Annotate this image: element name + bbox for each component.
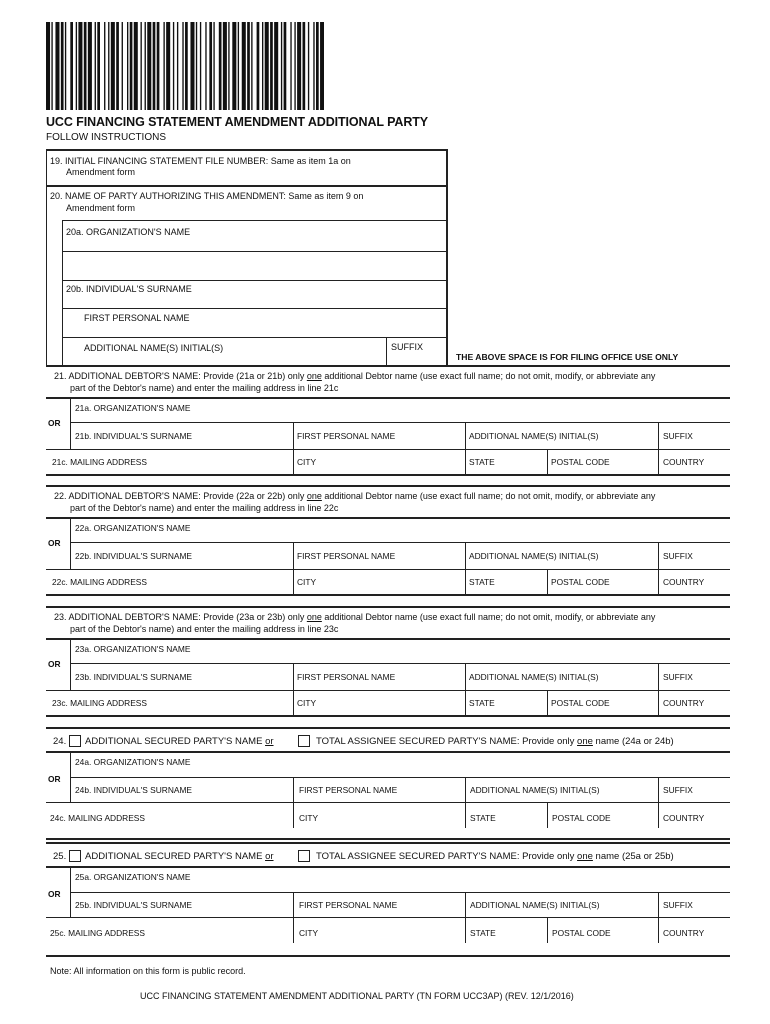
or-label-24: OR: [48, 774, 61, 784]
item-24-total-assignee-checkbox[interactable]: [298, 735, 310, 747]
item-24c-mailing-address-field[interactable]: [47, 822, 292, 828]
item-23a-label: 23a. ORGANIZATION'S NAME: [75, 644, 191, 654]
item-24-option-2-text: TOTAL ASSIGNEE SECURED PARTY'S NAME: Provide only: [316, 736, 578, 747]
country-field-24[interactable]: [659, 822, 729, 828]
item-21b-label: 21b. INDIVIDUAL'S SURNAME: [75, 431, 193, 441]
state-label-25: STATE: [470, 928, 496, 938]
item-23-text-cont: additional Debtor name (use exact full name; do not omit, modify, or abbreviate any: [321, 612, 656, 622]
postal-code-label-21: POSTAL CODE: [551, 457, 610, 467]
item-20a-organization-field[interactable]: [63, 238, 446, 251]
item-21c-label: 21c. MAILING ADDRESS: [52, 457, 147, 467]
item-24a-label: 24a. ORGANIZATION'S NAME: [75, 757, 191, 767]
item-22-text-cont: additional Debtor name (use exact full name; do not omit, modify, or abbreviate any: [321, 491, 656, 501]
item-21a-label: 21a. ORGANIZATION'S NAME: [75, 403, 191, 413]
item-25b-label: 25b. INDIVIDUAL'S SURNAME: [75, 900, 193, 910]
country-field-23[interactable]: [659, 708, 729, 715]
item-19-label-cont: Amendment form: [66, 167, 136, 177]
country-label-22: COUNTRY: [663, 577, 705, 587]
form-title: UCC FINANCING STATEMENT AMENDMENT ADDITIONAL PARTY: [46, 115, 429, 129]
item-25-or-word: or: [265, 851, 274, 862]
state-field-21[interactable]: [466, 467, 546, 474]
additional-names-label-22: ADDITIONAL NAME(S) INITIAL(S): [469, 551, 599, 561]
postal-code-field-23[interactable]: [548, 708, 657, 715]
item-20-label: 20. NAME OF PARTY AUTHORIZING THIS AMENDMENT: Same as item 9 on: [50, 191, 364, 201]
postal-code-label-25: POSTAL CODE: [552, 928, 611, 938]
item-21-text: 21. ADDITIONAL DEBTOR'S NAME: Provide (21a or 21b) only: [54, 371, 307, 381]
state-label-21: STATE: [469, 457, 495, 467]
item-22b-surname-field[interactable]: [71, 561, 292, 569]
item-23b-surname-field[interactable]: [71, 682, 292, 690]
item-21-instructions: [54, 371, 655, 381]
country-label-24: COUNTRY: [663, 813, 705, 823]
item-20-additional-names-field[interactable]: [63, 354, 385, 365]
item-25c-mailing-address-field[interactable]: [47, 937, 292, 943]
item-20b-label: 20b. INDIVIDUAL'S SURNAME: [66, 284, 192, 294]
item-24-option-1-label: [85, 737, 274, 747]
state-label-23: STATE: [469, 698, 495, 708]
or-label-25: OR: [48, 889, 61, 899]
item-21c-mailing-address-field[interactable]: [47, 467, 292, 474]
suffix-label-25: SUFFIX: [663, 900, 693, 910]
country-field-22[interactable]: [659, 587, 729, 594]
item-25c-label: 25c. MAILING ADDRESS: [50, 928, 145, 938]
first-name-field-24[interactable]: [294, 795, 464, 802]
country-label-21: COUNTRY: [663, 457, 705, 467]
item-22a-organization-field[interactable]: [71, 533, 729, 541]
first-name-field-23[interactable]: [294, 682, 464, 690]
first-name-field-21[interactable]: [294, 441, 464, 449]
first-name-field-25[interactable]: [294, 910, 464, 917]
first-name-label-21: FIRST PERSONAL NAME: [297, 431, 396, 441]
item-23-one-word: one: [306, 612, 322, 622]
item-23-instructions-cont: part of the Debtor's name) and enter the mailing address in line 23c: [70, 624, 339, 634]
additional-names-label-23: ADDITIONAL NAME(S) INITIAL(S): [469, 672, 599, 682]
additional-names-field-23[interactable]: [466, 682, 657, 690]
item-22c-label: 22c. MAILING ADDRESS: [52, 577, 147, 587]
additional-names-field-24[interactable]: [466, 795, 657, 802]
suffix-field-25[interactable]: [659, 910, 729, 917]
item-25-option-2-text: TOTAL ASSIGNEE SECURED PARTY'S NAME: Provide only: [316, 851, 578, 862]
item-23b-label: 23b. INDIVIDUAL'S SURNAME: [75, 672, 193, 682]
item-23-instructions: [54, 612, 655, 622]
additional-names-label-25: ADDITIONAL NAME(S) INITIAL(S): [470, 900, 600, 910]
postal-code-label-22: POSTAL CODE: [551, 577, 610, 587]
item-21-instructions-cont: part of the Debtor's name) and enter the mailing address in line 21c: [70, 383, 339, 393]
or-label-22: OR: [48, 538, 61, 548]
city-label-25: CITY: [299, 928, 319, 938]
item-24b-surname-field[interactable]: [71, 795, 292, 802]
item-20-additional-names-label: ADDITIONAL NAME(S) INITIAL(S): [84, 343, 224, 353]
postal-code-field-21[interactable]: [548, 467, 657, 474]
item-22b-label: 22b. INDIVIDUAL'S SURNAME: [75, 551, 193, 561]
or-label-21: OR: [48, 418, 61, 428]
postal-code-label-24: POSTAL CODE: [552, 813, 611, 823]
item-25-total-assignee-checkbox[interactable]: [298, 850, 310, 862]
city-label-24: CITY: [299, 813, 319, 823]
city-label-21: CITY: [297, 457, 317, 467]
item-20-suffix-field[interactable]: [387, 353, 446, 365]
item-24-number: 24.: [53, 736, 67, 747]
city-field-23[interactable]: [294, 708, 464, 715]
additional-names-label-21: ADDITIONAL NAME(S) INITIAL(S): [469, 431, 599, 441]
city-field-21[interactable]: [294, 467, 464, 474]
additional-names-field-22[interactable]: [466, 561, 657, 569]
city-field-25[interactable]: [294, 937, 464, 943]
item-25-option-2-text-cont: name (25a or 25b): [592, 851, 674, 862]
item-25a-label: 25a. ORGANIZATION'S NAME: [75, 872, 191, 882]
state-field-25[interactable]: [466, 937, 546, 943]
state-label-24: STATE: [470, 813, 496, 823]
first-name-label-24: FIRST PERSONAL NAME: [299, 785, 398, 795]
or-label-23: OR: [48, 659, 61, 669]
form-footer: UCC FINANCING STATEMENT AMENDMENT ADDITIONAL PARTY (TN FORM UCC3AP) (REV. 12/1/2016): [140, 991, 574, 1001]
state-label-22: STATE: [469, 577, 495, 587]
item-22a-label: 22a. ORGANIZATION'S NAME: [75, 523, 191, 533]
additional-names-field-21[interactable]: [466, 441, 657, 449]
item-25-option-1-text: ADDITIONAL SECURED PARTY'S NAME: [85, 851, 266, 862]
additional-names-label-24: ADDITIONAL NAME(S) INITIAL(S): [470, 785, 600, 795]
suffix-field-21[interactable]: [659, 441, 729, 449]
item-19-label: 19. INITIAL FINANCING STATEMENT FILE NUMBER: Same as item 1a on: [50, 156, 351, 166]
state-field-23[interactable]: [466, 708, 546, 715]
suffix-field-22[interactable]: [659, 561, 729, 569]
item-24-additional-secured-party-checkbox[interactable]: [69, 735, 81, 747]
item-22-instructions: [54, 491, 655, 501]
country-field-21[interactable]: [659, 467, 729, 474]
city-field-24[interactable]: [294, 822, 464, 828]
item-22-instructions-cont: part of the Debtor's name) and enter the mailing address in line 22c: [70, 503, 339, 513]
postal-code-label-23: POSTAL CODE: [551, 698, 610, 708]
item-24-option-2-text-cont: name (24a or 24b): [592, 736, 674, 747]
postal-code-field-24[interactable]: [548, 822, 657, 828]
item-25-additional-secured-party-checkbox[interactable]: [69, 850, 81, 862]
country-label-25: COUNTRY: [663, 928, 705, 938]
first-name-label-22: FIRST PERSONAL NAME: [297, 551, 396, 561]
first-name-label-23: FIRST PERSONAL NAME: [297, 672, 396, 682]
filing-office-note: THE ABOVE SPACE IS FOR FILING OFFICE USE ONLY: [456, 352, 679, 362]
first-name-field-22[interactable]: [294, 561, 464, 569]
suffix-label-22: SUFFIX: [663, 551, 693, 561]
city-label-22: CITY: [297, 577, 317, 587]
item-24-or-word: or: [265, 736, 274, 747]
item-21a-organization-field[interactable]: [71, 413, 729, 421]
additional-names-field-25[interactable]: [466, 910, 657, 917]
item-25-one-word: one: [577, 851, 593, 862]
public-record-note: Note: All information on this form is public record.: [50, 966, 246, 976]
postal-code-field-25[interactable]: [548, 937, 657, 943]
item-24c-label: 24c. MAILING ADDRESS: [50, 813, 145, 823]
suffix-field-23[interactable]: [659, 682, 729, 690]
item-20a-label: 20a. ORGANIZATION'S NAME: [66, 227, 191, 237]
item-21-one-word: one: [306, 371, 322, 381]
city-label-23: CITY: [297, 698, 317, 708]
item-24b-label: 24b. INDIVIDUAL'S SURNAME: [75, 785, 193, 795]
country-field-25[interactable]: [659, 937, 729, 943]
suffix-label-21: SUFFIX: [663, 431, 693, 441]
item-23a-organization-field[interactable]: [71, 654, 729, 662]
suffix-label-23: SUFFIX: [663, 672, 693, 682]
item-24-one-word: one: [577, 736, 593, 747]
item-25a-organization-field[interactable]: [71, 882, 729, 890]
item-25b-surname-field[interactable]: [71, 910, 292, 917]
item-23c-mailing-address-field[interactable]: [47, 708, 292, 715]
suffix-label-24: SUFFIX: [663, 785, 693, 795]
item-24-option-2-label: [316, 737, 674, 747]
item-25-option-1-label: [85, 852, 274, 862]
state-field-24[interactable]: [466, 822, 546, 828]
city-field-22[interactable]: [294, 587, 464, 594]
item-22-one-word: one: [306, 491, 322, 501]
form-subtitle: FOLLOW INSTRUCTIONS: [46, 132, 167, 143]
item-19-20-section: [0, 0, 770, 370]
item-23-text: 23. ADDITIONAL DEBTOR'S NAME: Provide (23a or 23b) only: [54, 612, 307, 622]
item-21-text-cont: additional Debtor name (use exact full name; do not omit, modify, or abbreviate any: [321, 371, 656, 381]
postal-code-field-22[interactable]: [548, 587, 657, 594]
item-20a-organization-field-cont[interactable]: [63, 252, 446, 280]
item-25-option-2-label: [316, 852, 674, 862]
item-20-label-cont: Amendment form: [66, 203, 136, 213]
item-24-option-1-text: ADDITIONAL SECURED PARTY'S NAME: [85, 736, 266, 747]
item-20-first-name-label: FIRST PERSONAL NAME: [84, 313, 190, 323]
item-20-suffix-label: SUFFIX: [391, 342, 424, 352]
suffix-field-24[interactable]: [659, 795, 729, 802]
item-21b-surname-field[interactable]: [71, 441, 292, 449]
item-20b-surname-field[interactable]: [63, 295, 446, 308]
country-label-23: COUNTRY: [663, 698, 705, 708]
first-name-label-25: FIRST PERSONAL NAME: [299, 900, 398, 910]
item-20-first-name-field[interactable]: [63, 324, 446, 337]
item-22-text: 22. ADDITIONAL DEBTOR'S NAME: Provide (22a or 22b) only: [54, 491, 307, 501]
item-23c-label: 23c. MAILING ADDRESS: [52, 698, 147, 708]
item-25-number: 25.: [53, 851, 67, 862]
item-24a-organization-field[interactable]: [71, 767, 729, 775]
item-22c-mailing-address-field[interactable]: [47, 587, 292, 594]
state-field-22[interactable]: [466, 587, 546, 594]
